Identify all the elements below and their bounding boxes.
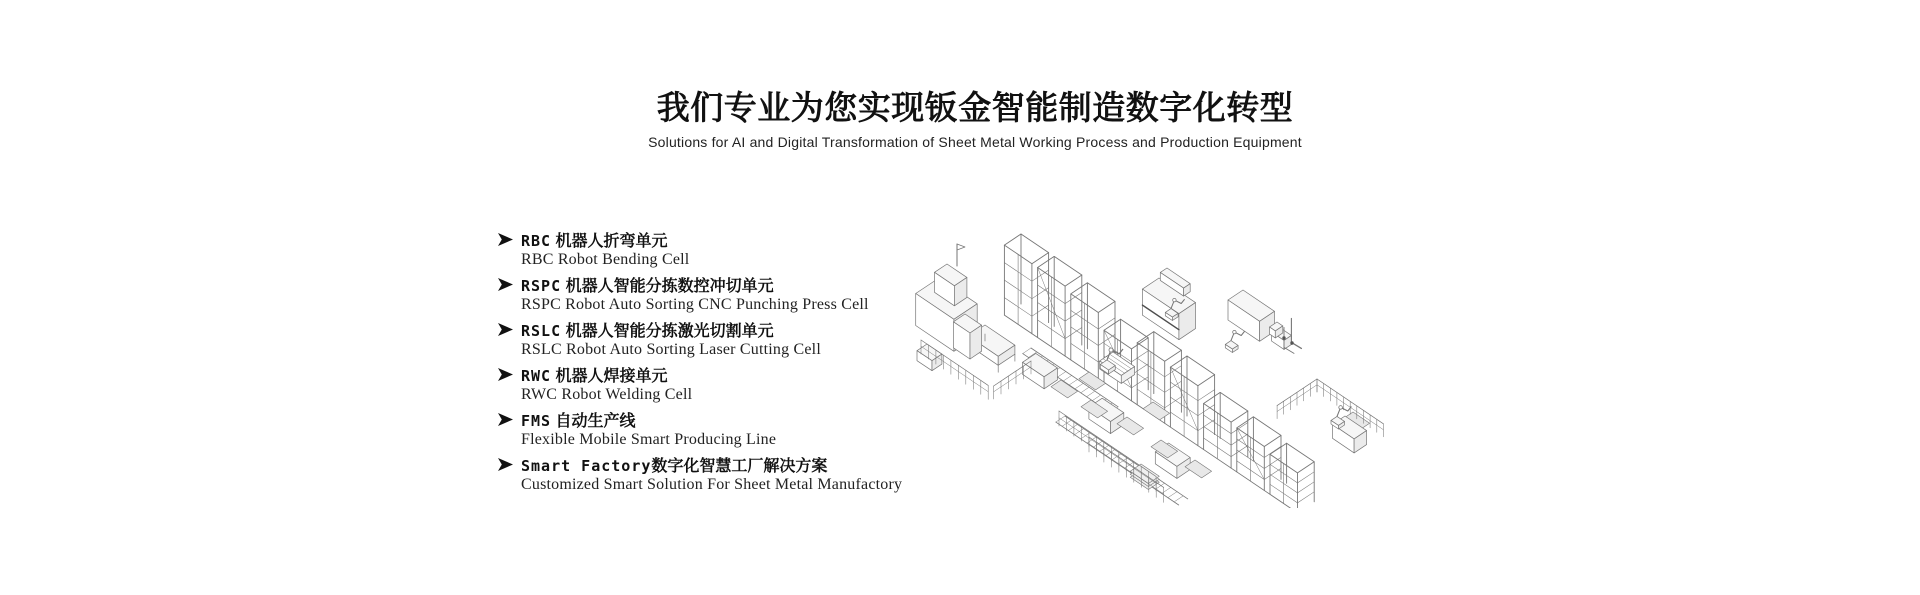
solution-code: RBC — [521, 232, 552, 250]
solution-title-en: RBC Robot Bending Cell — [521, 251, 690, 268]
solution-title-en: Flexible Mobile Smart Producing Line — [521, 431, 777, 448]
solution-title-cn: 自动生产线 — [551, 413, 636, 430]
solution-title-line — [498, 274, 902, 295]
solution-code: RWC — [521, 367, 552, 385]
solution-list-item — [498, 229, 902, 270]
solution-code: Smart Factory — [521, 457, 652, 475]
solution-title-line — [498, 229, 902, 250]
solution-title-en: Customized Smart Solution For Sheet Metal Manufactory — [521, 476, 903, 493]
arrow-bullet-icon — [498, 368, 513, 381]
solution-list-item — [498, 364, 902, 405]
solution-title-en: RWC Robot Welding Cell — [521, 386, 693, 403]
arrow-bullet-icon — [498, 233, 513, 246]
solution-title-cn: 数字化智慧工厂解决方案 — [651, 458, 828, 475]
solution-list-item — [498, 319, 902, 360]
solution-list-item — [498, 454, 902, 495]
solution-title-cn: 机器人智能分拣激光切割单元 — [561, 323, 774, 340]
solution-title-en: RSPC Robot Auto Sorting CNC Punching Press Cell — [521, 296, 869, 313]
solution-code: RSPC — [521, 277, 562, 295]
solution-list-item — [498, 409, 902, 450]
solution-title-en: RSLC Robot Auto Sorting Laser Cutting Cell — [521, 341, 821, 358]
page-subtitle: Solutions for AI and Digital Transformation of Sheet Metal Working Process and Production Equipment — [648, 134, 1302, 150]
production-line-illustration — [913, 212, 1425, 508]
solution-list-item — [498, 274, 902, 315]
solution-title-line — [498, 409, 902, 430]
solution-title-cn: 机器人焊接单元 — [551, 368, 668, 385]
solutions-list — [498, 229, 902, 499]
arrow-bullet-icon — [498, 323, 513, 336]
solution-title-cn: 机器人折弯单元 — [551, 233, 668, 250]
arrow-bullet-icon — [498, 278, 513, 291]
arrow-bullet-icon — [498, 413, 513, 426]
solution-code: FMS — [521, 412, 552, 430]
solution-title-line — [498, 364, 902, 385]
page-title: 我们专业为您实现钣金智能制造数字化转型 — [656, 89, 1294, 126]
solution-title-line — [498, 454, 902, 475]
solution-title-cn: 机器人智能分拣数控冲切单元 — [561, 278, 774, 295]
solution-title-line — [498, 319, 902, 340]
solution-code: RSLC — [521, 322, 562, 340]
arrow-bullet-icon — [498, 458, 513, 471]
